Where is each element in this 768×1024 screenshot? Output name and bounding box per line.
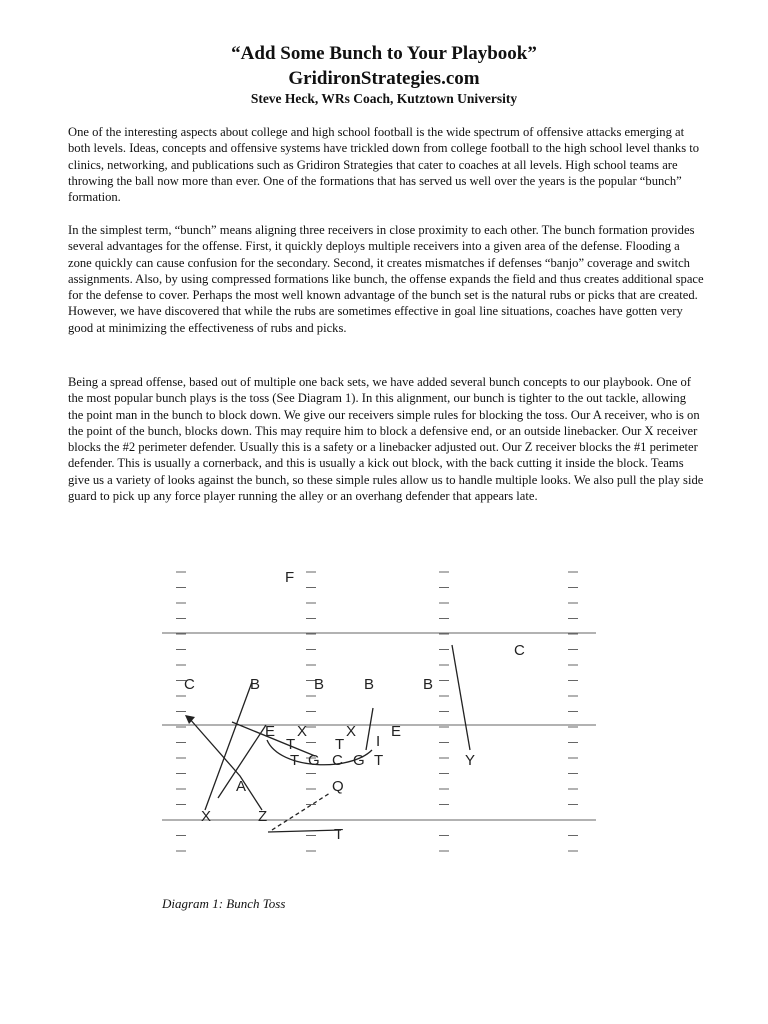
offense-label: X	[201, 808, 212, 825]
offense-label: Y	[465, 752, 476, 769]
field-markings	[162, 572, 596, 851]
player-labels	[184, 569, 525, 843]
defense-label: C	[184, 676, 195, 693]
offense-label: G	[353, 752, 365, 769]
route-arrowhead	[185, 715, 195, 724]
defense-label: F	[285, 569, 295, 586]
author-line: Steve Heck, WRs Coach, Kutztown University	[250, 91, 518, 106]
route-line	[268, 830, 341, 832]
offense-label: C	[332, 752, 343, 769]
defense-label: X	[346, 723, 357, 740]
offense-label: A	[236, 778, 247, 795]
offense-label: T	[374, 752, 384, 769]
route-lines	[185, 645, 470, 832]
offense-label: T	[286, 736, 296, 753]
diagram-caption: Diagram 1: Bunch Toss	[162, 896, 286, 911]
offense-label: T	[334, 826, 344, 843]
route-line	[189, 718, 262, 810]
paragraph-3: Being a spread offense, based out of multiple one back sets, we have added several bunch concepts to our playbook. One of the most popular bunch plays is the toss (See Diagram 1). In this alignment, our bunch is tighter to the out tackle, allowing the point man in the bunch to block down. We give our receivers simple rules for blocking the toss. Our A receiver, who is on the point of the bunch, blocks down. This may require him to block a defensive end, or an outside linebacker. Our X receiver blocks the #2 perimeter defender. Usually this is a safety or a linebacker adjusted out. Our Z receiver blocks the #1 perimeter defender. This is usually a cornerback, and this is usually a kick out block, with the back cutting it inside the block. Teams give us a variety of looks against the bunch, so these simple rules allow us to handle multiple looks. We also pull the play side guard to pick up any force player running the alley or an overhang defender that appears late.	[68, 375, 704, 504]
offense-label: Z	[258, 808, 268, 825]
defense-label: E	[265, 723, 276, 740]
article-title: “Add Some Bunch to Your Playbook”	[231, 43, 537, 64]
defense-label: B	[423, 676, 434, 693]
defense-label: C	[514, 642, 525, 659]
defense-label: E	[391, 723, 402, 740]
site-name: GridironStrategies.com	[288, 68, 480, 89]
route-line	[218, 725, 266, 798]
defense-label: X	[297, 723, 308, 740]
offense-label: T	[290, 752, 300, 769]
route-line	[366, 708, 373, 750]
route-line	[272, 793, 330, 830]
offense-label: G	[308, 752, 320, 769]
paragraph-1: One of the interesting aspects about college and high school football is the wide spectrum of offensive attacks emerging at both levels. Ideas, concepts and offensive systems have trickled down from college football to the high school level thanks to clinics, networking, and publications such as Gridiron Strategies that cater to coaches at all levels. High school teams are throwing the ball now more than ever. One of the formations that has served us well over the years is the popular “bunch” formation.	[68, 125, 700, 205]
defense-label: B	[364, 676, 375, 693]
defense-label: B	[250, 676, 261, 693]
offense-label: T	[335, 736, 345, 753]
route-line	[267, 740, 372, 765]
route-line	[452, 645, 470, 750]
defense-label: I	[376, 733, 381, 750]
offense-label: Q	[332, 778, 344, 795]
route-line	[232, 722, 315, 756]
paragraph-2: In the simplest term, “bunch” means aligning three receivers in close proximity to each other. The bunch formation provides several advantages for the offense. First, it quickly deploys multiple receivers into a given area of the defense. Flooding a zone quickly can cause confusion for the secondary. Second, it creates mismatches if defenses “banjo” coverage and switch assignments. Also, by using compressed formations like bunch, the offense expands the field and thus creates additional space for the defense to cover. Perhaps the most well known advantage of the bunch set is the natural rubs or picks that are created. However, we have discovered that while the rubs are sometimes effective in goal line situations, coaches have gotten very good at minimizing the effectiveness of rubs and picks.	[68, 223, 704, 335]
route-line	[205, 682, 252, 810]
defense-label: B	[314, 676, 325, 693]
